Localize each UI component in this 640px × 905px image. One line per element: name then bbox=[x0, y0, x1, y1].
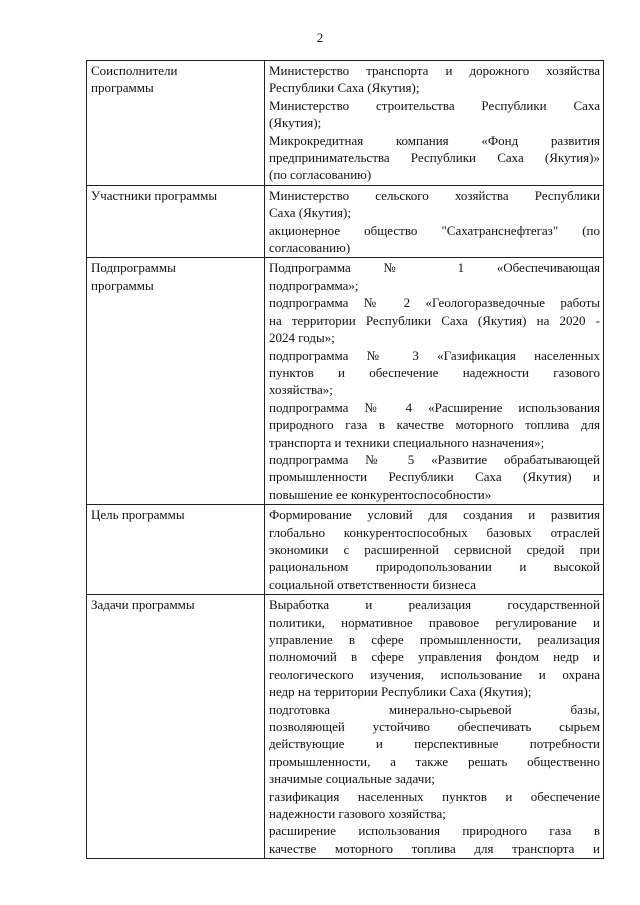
page-number: 2 bbox=[316, 30, 324, 45]
table-row bbox=[87, 61, 604, 186]
text-line: рациональном природопользовании и высокой bbox=[269, 559, 600, 575]
text-line: пунктов и обеспечение надежности газового bbox=[269, 364, 600, 380]
label-line: Соисполнители bbox=[91, 63, 178, 78]
text-line: надежности газового хозяйства; bbox=[269, 806, 446, 822]
text-line: подготовка минерально-сырьевой базы, bbox=[269, 701, 600, 717]
text-line: Выработка и реализация государственной bbox=[269, 597, 600, 613]
text-line: Подпрограмма № 1 «Обеспечивающая bbox=[269, 260, 600, 276]
text-line: подпрограмма № 3 «Газификация населенных bbox=[269, 347, 600, 363]
text-line: расширение использования природного газа в bbox=[269, 823, 600, 839]
text-line: Министерство транспорта и дорожного хозяйства bbox=[269, 63, 600, 78]
text-line: хозяйства»; bbox=[269, 382, 333, 398]
text-line: Саха (Якутия); bbox=[269, 205, 351, 221]
row-value bbox=[265, 185, 604, 258]
label-line: Подпрограммы bbox=[91, 260, 176, 276]
text-line: подпрограмма № 4 «Расширение использования bbox=[269, 399, 600, 415]
text-line: Республики Саха (Якутия); bbox=[269, 80, 420, 96]
row-label bbox=[87, 258, 265, 505]
text-line: на территории Республики Саха (Якутия) на 2020 - bbox=[269, 312, 600, 328]
text-line: геологического изучения, использование и охрана bbox=[269, 666, 600, 682]
text-line: промышленности, а также решать общественно bbox=[269, 753, 600, 769]
text-line: политики, нормативное правовое регулирование и bbox=[269, 614, 600, 630]
text-line: (по согласованию) bbox=[269, 167, 372, 183]
text-line: экономики с расширенной сервисной средой при bbox=[269, 541, 600, 557]
text-line: управление в сфере промышленности, реализация bbox=[269, 632, 600, 647]
text-line: предпринимательства Республики Саха (Якутия)» bbox=[269, 150, 600, 166]
table-row bbox=[87, 505, 604, 595]
text-line: газификация населенных пунктов и обеспечение bbox=[269, 788, 600, 804]
row-label bbox=[87, 595, 265, 859]
text-line: подпрограмма № 5 «Развитие обрабатывающей bbox=[269, 451, 600, 467]
text-line: качестве моторного топлива для транспорта и bbox=[269, 840, 600, 856]
row-label bbox=[87, 185, 265, 258]
text-line: согласованию) bbox=[269, 240, 351, 256]
text-line: Микрокредитная компания «Фонд развития bbox=[269, 132, 600, 148]
label-line: Задачи программы bbox=[91, 597, 195, 613]
text-line: Формирование условий для создания и развития bbox=[269, 507, 600, 523]
text-line: социальной ответственности бизнеса bbox=[269, 576, 476, 592]
row-value bbox=[265, 61, 604, 186]
row-label bbox=[87, 505, 265, 595]
label-line: Цель программы bbox=[91, 507, 185, 523]
text-line: природного газа в качестве моторного топлива для bbox=[269, 417, 600, 433]
text-line: Министерство сельского хозяйства Республики bbox=[269, 187, 600, 203]
text-line: 2024 годы»; bbox=[269, 330, 335, 346]
text-line: подпрограмма № 2 «Геологоразведочные работы bbox=[269, 295, 600, 311]
text-line: глобально конкурентоспособных базовых отраслей bbox=[269, 524, 600, 540]
text-line: позволяющей устойчиво обеспечивать сырьем bbox=[269, 719, 600, 735]
label-line: Участники программы bbox=[91, 187, 218, 203]
table-row bbox=[87, 185, 604, 258]
row-label bbox=[87, 61, 265, 186]
row-value bbox=[265, 595, 604, 859]
text-line: значимые социальные задачи; bbox=[269, 771, 435, 787]
table-row bbox=[87, 595, 604, 859]
text-line: транспорта и техники специального назначения»; bbox=[269, 434, 545, 450]
text-line: промышленности Республики Саха (Якутия) и bbox=[269, 469, 600, 485]
text-line: Министерство строительства Республики Саха bbox=[269, 97, 600, 113]
label-line: программы bbox=[91, 277, 154, 293]
text-line: недр на территории Республики Саха (Якутия); bbox=[269, 684, 532, 700]
text-line: полномочий в сфере управления фондом недр и bbox=[269, 649, 600, 665]
table-row bbox=[87, 258, 604, 505]
text-line: акционерное общество "Сахатранснефтегаз" (по bbox=[269, 222, 600, 238]
row-value bbox=[265, 505, 604, 595]
program-passport-table bbox=[86, 60, 604, 859]
label-line: программы bbox=[91, 80, 154, 96]
text-line: подпрограмма»; bbox=[269, 277, 359, 293]
text-line: действующие и перспективные потребности bbox=[269, 736, 600, 752]
row-value bbox=[265, 258, 604, 505]
text-line: (Якутия); bbox=[269, 115, 322, 131]
text-line: повышение ее конкурентоспособности» bbox=[269, 486, 492, 502]
